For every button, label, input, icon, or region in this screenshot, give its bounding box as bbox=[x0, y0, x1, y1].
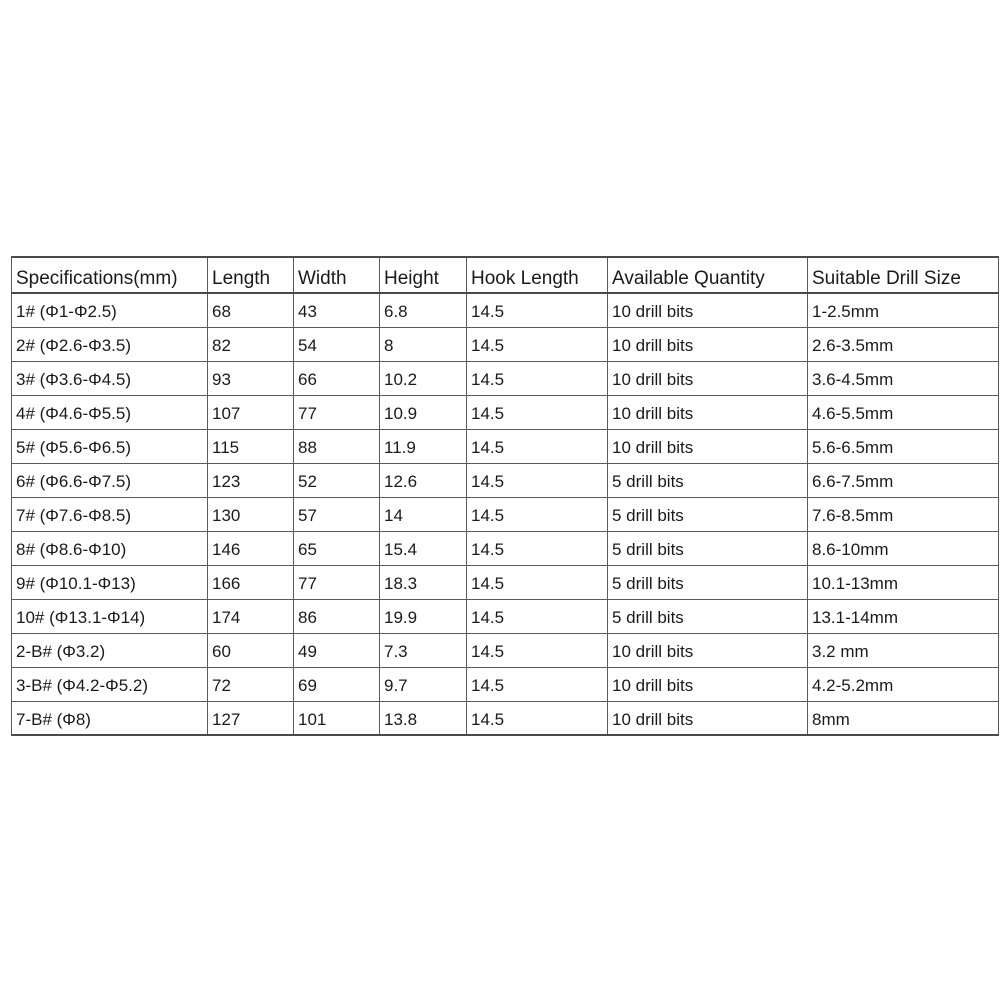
cell-specification: 3-B# (Φ4.2-Φ5.2) bbox=[12, 667, 208, 701]
cell-specification: 4# (Φ4.6-Φ5.5) bbox=[12, 395, 208, 429]
cell-available-quantity: 5 drill bits bbox=[608, 497, 808, 531]
table-body bbox=[12, 293, 999, 735]
table-row bbox=[12, 361, 999, 395]
cell-length: 130 bbox=[208, 497, 294, 531]
cell-length: 115 bbox=[208, 429, 294, 463]
header-row bbox=[12, 257, 999, 293]
header-width: Width bbox=[294, 257, 380, 293]
cell-hook-length: 14.5 bbox=[467, 463, 608, 497]
cell-specification: 7# (Φ7.6-Φ8.5) bbox=[12, 497, 208, 531]
cell-suitable-drill-size: 4.6-5.5mm bbox=[808, 395, 999, 429]
cell-suitable-drill-size: 3.2 mm bbox=[808, 633, 999, 667]
cell-hook-length: 14.5 bbox=[467, 667, 608, 701]
cell-specification: 5# (Φ5.6-Φ6.5) bbox=[12, 429, 208, 463]
cell-specification: 1# (Φ1-Φ2.5) bbox=[12, 293, 208, 327]
header-hook-length: Hook Length bbox=[467, 257, 608, 293]
cell-available-quantity: 10 drill bits bbox=[608, 701, 808, 735]
table-row bbox=[12, 701, 999, 735]
cell-height: 14 bbox=[380, 497, 467, 531]
cell-length: 82 bbox=[208, 327, 294, 361]
cell-width: 49 bbox=[294, 633, 380, 667]
cell-hook-length: 14.5 bbox=[467, 293, 608, 327]
table-row bbox=[12, 327, 999, 361]
cell-height: 13.8 bbox=[380, 701, 467, 735]
table-row bbox=[12, 293, 999, 327]
cell-available-quantity: 10 drill bits bbox=[608, 633, 808, 667]
table-row bbox=[12, 395, 999, 429]
cell-width: 86 bbox=[294, 599, 380, 633]
cell-hook-length: 14.5 bbox=[467, 327, 608, 361]
cell-suitable-drill-size: 10.1-13mm bbox=[808, 565, 999, 599]
cell-length: 72 bbox=[208, 667, 294, 701]
cell-width: 43 bbox=[294, 293, 380, 327]
specifications-table bbox=[11, 256, 999, 736]
cell-height: 8 bbox=[380, 327, 467, 361]
table-row bbox=[12, 463, 999, 497]
header-length: Length bbox=[208, 257, 294, 293]
cell-length: 123 bbox=[208, 463, 294, 497]
header-height: Height bbox=[380, 257, 467, 293]
cell-available-quantity: 10 drill bits bbox=[608, 429, 808, 463]
table-row bbox=[12, 633, 999, 667]
cell-specification: 10# (Φ13.1-Φ14) bbox=[12, 599, 208, 633]
cell-suitable-drill-size: 5.6-6.5mm bbox=[808, 429, 999, 463]
cell-length: 60 bbox=[208, 633, 294, 667]
cell-width: 57 bbox=[294, 497, 380, 531]
cell-height: 9.7 bbox=[380, 667, 467, 701]
cell-length: 174 bbox=[208, 599, 294, 633]
cell-hook-length: 14.5 bbox=[467, 599, 608, 633]
cell-available-quantity: 10 drill bits bbox=[608, 327, 808, 361]
cell-length: 127 bbox=[208, 701, 294, 735]
cell-hook-length: 14.5 bbox=[467, 361, 608, 395]
cell-width: 77 bbox=[294, 565, 380, 599]
cell-length: 146 bbox=[208, 531, 294, 565]
header-available-quantity: Available Quantity bbox=[608, 257, 808, 293]
cell-length: 107 bbox=[208, 395, 294, 429]
cell-width: 101 bbox=[294, 701, 380, 735]
cell-available-quantity: 5 drill bits bbox=[608, 599, 808, 633]
table-row bbox=[12, 497, 999, 531]
cell-suitable-drill-size: 7.6-8.5mm bbox=[808, 497, 999, 531]
cell-suitable-drill-size: 1-2.5mm bbox=[808, 293, 999, 327]
cell-suitable-drill-size: 8.6-10mm bbox=[808, 531, 999, 565]
cell-suitable-drill-size: 8mm bbox=[808, 701, 999, 735]
table-row bbox=[12, 429, 999, 463]
cell-available-quantity: 10 drill bits bbox=[608, 293, 808, 327]
cell-hook-length: 14.5 bbox=[467, 531, 608, 565]
cell-height: 11.9 bbox=[380, 429, 467, 463]
cell-width: 88 bbox=[294, 429, 380, 463]
cell-specification: 2# (Φ2.6-Φ3.5) bbox=[12, 327, 208, 361]
cell-available-quantity: 10 drill bits bbox=[608, 667, 808, 701]
cell-height: 18.3 bbox=[380, 565, 467, 599]
cell-width: 54 bbox=[294, 327, 380, 361]
cell-height: 7.3 bbox=[380, 633, 467, 667]
cell-height: 19.9 bbox=[380, 599, 467, 633]
table-row bbox=[12, 667, 999, 701]
cell-specification: 6# (Φ6.6-Φ7.5) bbox=[12, 463, 208, 497]
cell-height: 10.9 bbox=[380, 395, 467, 429]
cell-specification: 2-B# (Φ3.2) bbox=[12, 633, 208, 667]
cell-length: 93 bbox=[208, 361, 294, 395]
cell-width: 52 bbox=[294, 463, 380, 497]
header-specifications: Specifications(mm) bbox=[12, 257, 208, 293]
cell-width: 69 bbox=[294, 667, 380, 701]
table-row bbox=[12, 599, 999, 633]
cell-specification: 8# (Φ8.6-Φ10) bbox=[12, 531, 208, 565]
cell-width: 66 bbox=[294, 361, 380, 395]
cell-available-quantity: 10 drill bits bbox=[608, 395, 808, 429]
header-suitable-drill-size: Suitable Drill Size bbox=[808, 257, 999, 293]
cell-specification: 7-B# (Φ8) bbox=[12, 701, 208, 735]
cell-height: 15.4 bbox=[380, 531, 467, 565]
cell-hook-length: 14.5 bbox=[467, 497, 608, 531]
table-row bbox=[12, 531, 999, 565]
cell-available-quantity: 5 drill bits bbox=[608, 531, 808, 565]
cell-suitable-drill-size: 3.6-4.5mm bbox=[808, 361, 999, 395]
cell-height: 6.8 bbox=[380, 293, 467, 327]
cell-length: 166 bbox=[208, 565, 294, 599]
cell-width: 77 bbox=[294, 395, 380, 429]
cell-specification: 3# (Φ3.6-Φ4.5) bbox=[12, 361, 208, 395]
cell-suitable-drill-size: 4.2-5.2mm bbox=[808, 667, 999, 701]
cell-hook-length: 14.5 bbox=[467, 395, 608, 429]
cell-suitable-drill-size: 2.6-3.5mm bbox=[808, 327, 999, 361]
cell-available-quantity: 5 drill bits bbox=[608, 565, 808, 599]
cell-height: 10.2 bbox=[380, 361, 467, 395]
cell-hook-length: 14.5 bbox=[467, 565, 608, 599]
table-row bbox=[12, 565, 999, 599]
cell-available-quantity: 5 drill bits bbox=[608, 463, 808, 497]
table-header bbox=[12, 257, 999, 293]
cell-height: 12.6 bbox=[380, 463, 467, 497]
cell-hook-length: 14.5 bbox=[467, 429, 608, 463]
cell-suitable-drill-size: 6.6-7.5mm bbox=[808, 463, 999, 497]
cell-hook-length: 14.5 bbox=[467, 701, 608, 735]
cell-width: 65 bbox=[294, 531, 380, 565]
cell-suitable-drill-size: 13.1-14mm bbox=[808, 599, 999, 633]
cell-specification: 9# (Φ10.1-Φ13) bbox=[12, 565, 208, 599]
cell-length: 68 bbox=[208, 293, 294, 327]
cell-hook-length: 14.5 bbox=[467, 633, 608, 667]
cell-available-quantity: 10 drill bits bbox=[608, 361, 808, 395]
